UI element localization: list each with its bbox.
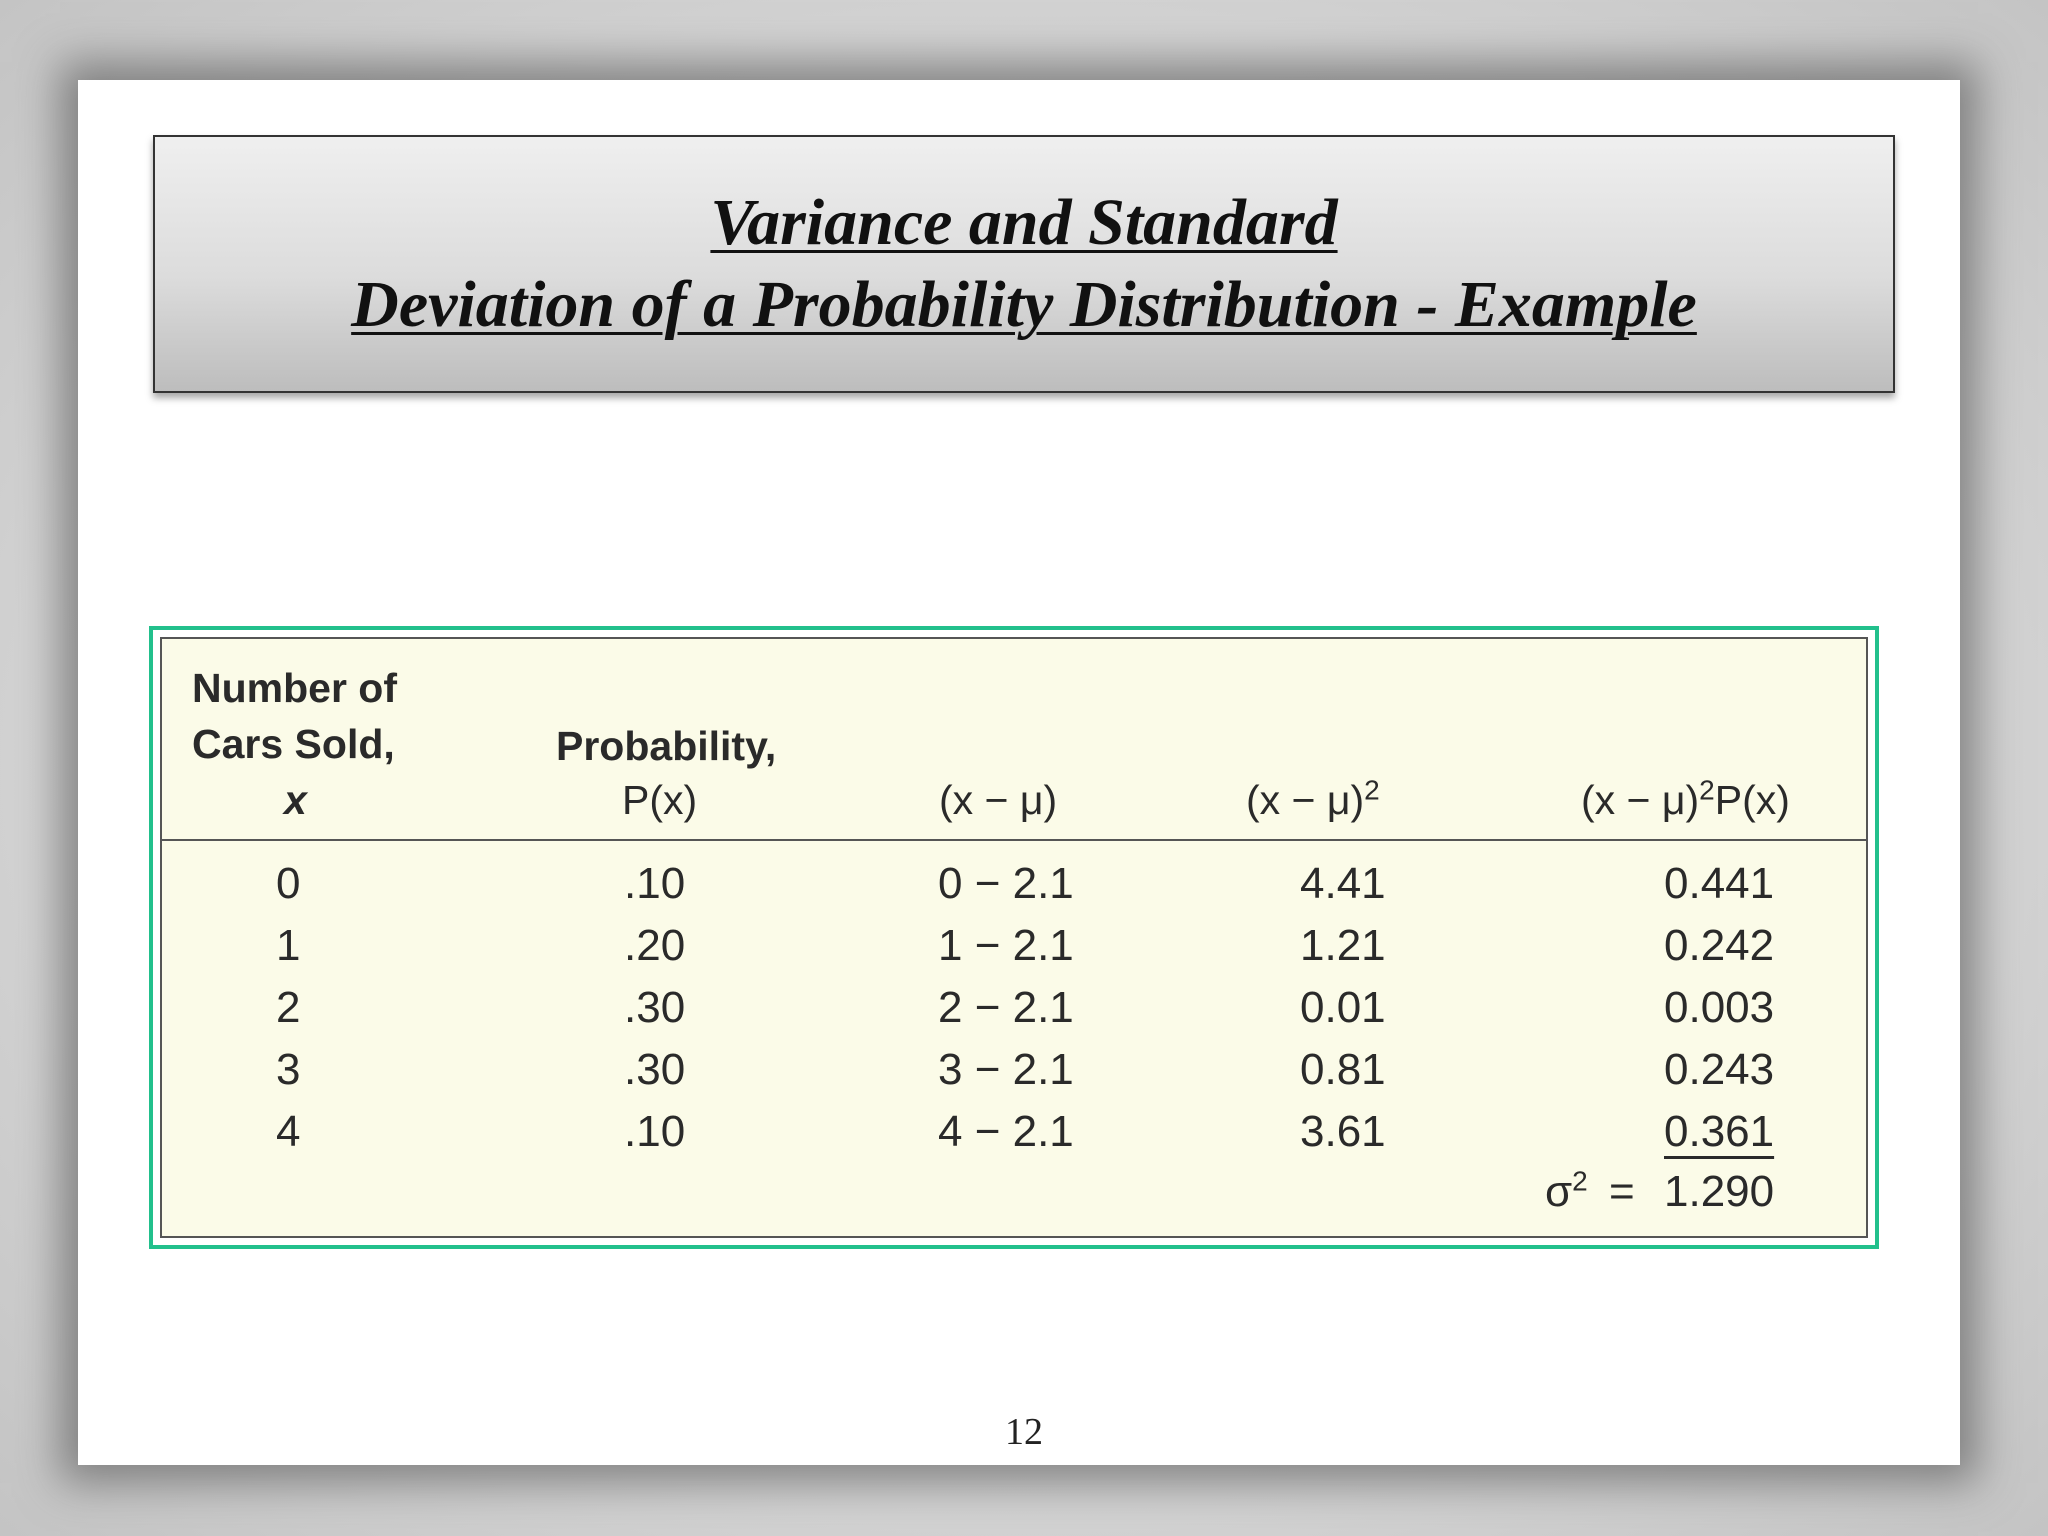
cell-prob: .10 (624, 859, 686, 908)
cell-x: 2 (276, 983, 301, 1032)
title-box (153, 135, 1895, 393)
cell-deviation: 0 − 2.1 (938, 859, 1074, 908)
cell-deviation-squared: 0.81 (1300, 1045, 1386, 1094)
header-x-line3: x (284, 777, 307, 823)
cell-x: 1 (276, 921, 301, 970)
cell-x: 0 (276, 859, 301, 908)
cell-x: 3 (276, 1045, 301, 1094)
cell-weighted: 0.003 (1664, 983, 1775, 1032)
cell-prob: .10 (624, 1107, 686, 1156)
cell-deviation: 1 − 2.1 (938, 921, 1074, 970)
header-deviation: (x − μ) (939, 777, 1058, 823)
cell-deviation-squared: 0.01 (1300, 983, 1386, 1032)
variance-value: 1.290 (1664, 1167, 1775, 1216)
cell-x: 4 (276, 1107, 301, 1156)
cell-prob: .30 (624, 983, 686, 1032)
cell-weighted: 0.441 (1664, 859, 1775, 908)
variance-equals: = (1609, 1167, 1635, 1216)
variance-label: $\sigma^2$ (1545, 1165, 1588, 1216)
distribution-table (160, 637, 1868, 1238)
distribution-table-frame (149, 626, 1879, 1249)
header-deviation-squared: $(x - \mu)^2$ (1246, 774, 1380, 823)
header-x-line2: Cars Sold, (192, 721, 395, 767)
cell-deviation-squared: 1.21 (1300, 921, 1386, 970)
cell-deviation: 3 − 2.1 (938, 1045, 1074, 1094)
header-rule (162, 839, 1866, 841)
cell-deviation-squared: 4.41 (1300, 859, 1386, 908)
cell-weighted: 0.242 (1664, 921, 1775, 970)
cell-deviation: 4 − 2.1 (938, 1107, 1074, 1156)
page-number: 12 (1005, 1411, 1043, 1453)
cell-prob: .30 (624, 1045, 686, 1094)
sigma-symbol: σ (1545, 1167, 1573, 1216)
cell-prob: .20 (624, 921, 686, 970)
header-prob-line2: P(x) (622, 777, 698, 823)
cell-deviation: 2 − 2.1 (938, 983, 1074, 1032)
title-line-1: Variance and Standard (710, 186, 1338, 259)
cell-weighted: 0.361 (1664, 1107, 1775, 1156)
header-weighted-deviation: $(x - \mu)^2P(x)$ (1581, 774, 1790, 823)
cell-deviation-squared: 3.61 (1300, 1107, 1386, 1156)
header-x-line1: Number of (192, 665, 397, 711)
header-prob-line1: Probability, (556, 723, 777, 769)
cell-weighted: 0.243 (1664, 1045, 1775, 1094)
title-line-2: Deviation of a Probability Distribution - Example (351, 268, 1697, 341)
